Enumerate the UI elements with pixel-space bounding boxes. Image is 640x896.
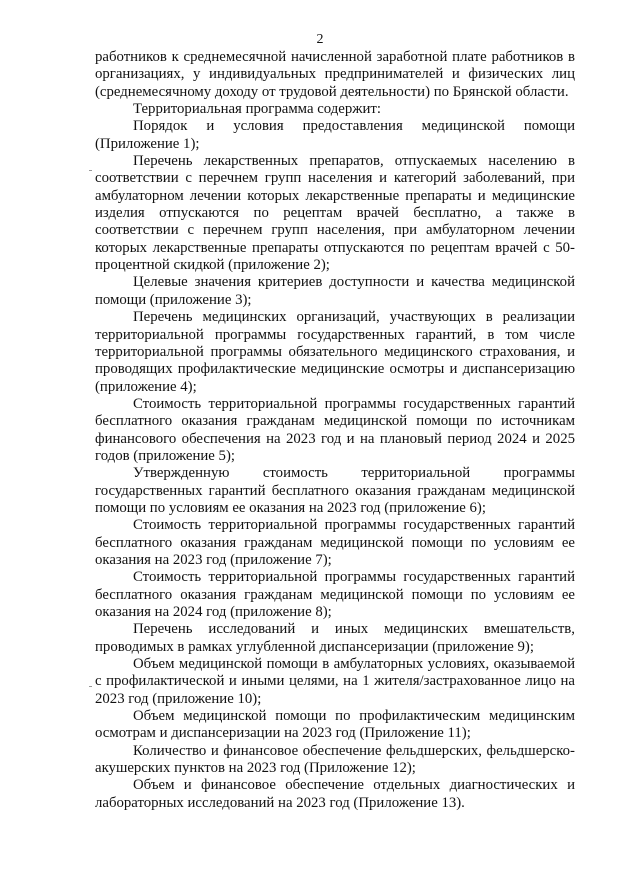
paragraph-appendix-3: Целевые значения критериев доступности и качества медицинской помощи (приложение 3); — [95, 274, 575, 308]
paragraph-appendix-2: Перечень лекарственных препаратов, отпускаемых населению в соответствии с перечнем групп населения и категорий заболеваний, при амбулаторном лечении которых лекарственные препараты и медицинские изделия отпускаются по рецептам врачей бесплатно, а также в соответствии с перечнем групп населения, при амбулаторном лечении которых лекарственные препараты отпускаются по рецептам врачей с 50-процентной скидкой (приложение 2); — [95, 153, 575, 274]
paragraph-appendix-1: Порядок и условия предоставления медицинской помощи (Приложение 1); — [95, 118, 575, 152]
paragraph-appendix-13: Объем и финансовое обеспечение отдельных диагностических и лабораторных исследований на 2023 год (Приложение 13). — [95, 777, 575, 811]
document-body — [95, 49, 575, 812]
paragraph-continuation: работников к среднемесячной начисленной заработной плате работников в организациях, у индивидуальных предпринимателей и физических лиц (среднемесячному доходу от трудовой деятельности) по Брянской области. — [95, 49, 575, 100]
paragraph-appendix-5: Стоимость территориальной программы государственных гарантий бесплатного оказания гражданам медицинской помощи по источникам финансового обеспечения на 2023 год и на плановый период 2024 и 2025 годов (приложение 5); — [95, 395, 575, 464]
page-number: 2 — [316, 32, 324, 47]
paragraph-appendix-11: Объем медицинской помощи по профилактическим медицинским осмотрам и диспансеризации на 2023 год (Приложение 11); — [95, 708, 575, 742]
paragraph-appendix-4: Перечень медицинских организаций, участвующих в реализации территориальной программы государственных гарантий, в том числе территориальной программы обязательного медицинского страхования, и проводящих профилактические медицинские осмотры и диспансеризацию (приложение 4); — [95, 309, 575, 395]
paragraph-appendix-7: Стоимость территориальной программы государственных гарантий бесплатного оказания гражданам медицинской помощи по условиям ее оказания на 2023 год (приложение 7); — [95, 517, 575, 568]
paragraph-appendix-9: Перечень исследований и иных медицинских вмешательств, проводимых в рамках углубленной диспансеризации (приложение 9); — [95, 621, 575, 655]
scan-mark — [89, 170, 92, 171]
scan-mark — [89, 686, 92, 687]
paragraph-appendix-10: Объем медицинской помощи в амбулаторных условиях, оказываемой с профилактической и иными целями, на 1 жителя/застрахованное лицо на 2023 год (приложение 10); — [95, 656, 575, 707]
paragraph-appendix-8: Стоимость территориальной программы государственных гарантий бесплатного оказания гражданам медицинской помощи по условиям ее оказания на 2024 год (приложение 8); — [95, 569, 575, 620]
paragraph-program-contents-intro: Территориальная программа содержит: — [133, 101, 381, 118]
paragraph-appendix-12: Количество и финансовое обеспечение фельдшерских, фельдшерско-акушерских пунктов на 2023 год (Приложение 12); — [95, 742, 575, 777]
paragraph-appendix-6: Утвержденную стоимость территориальной программы государственных гарантий бесплатного оказания гражданам медицинской помощи по условиям ее оказания на 2023 год (приложение 6); — [95, 465, 575, 516]
